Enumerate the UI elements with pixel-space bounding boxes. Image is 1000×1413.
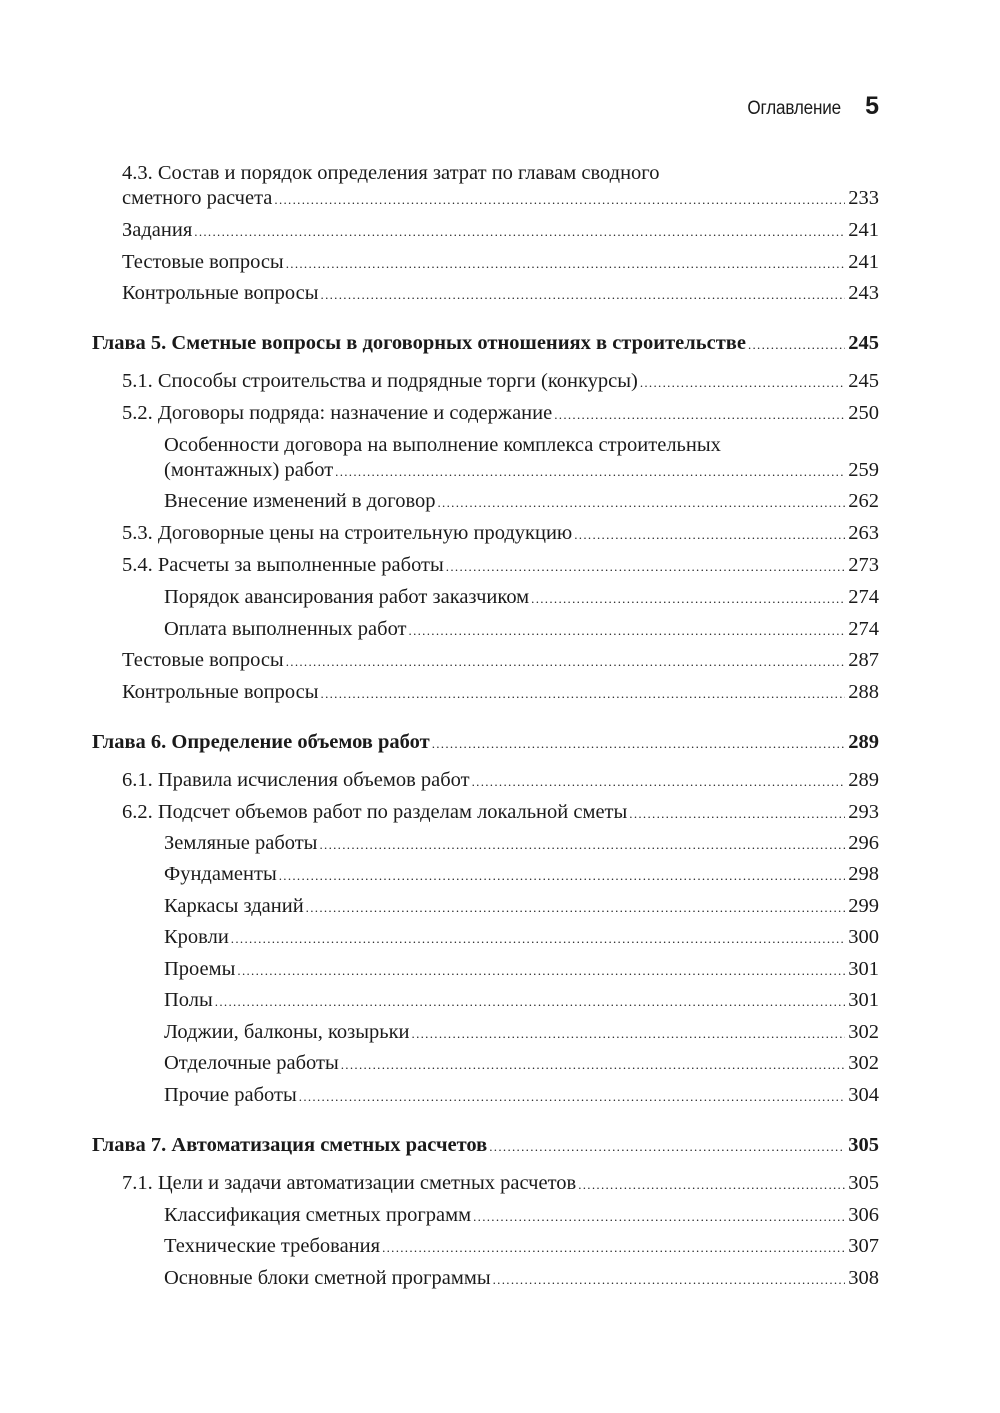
toc-entry[interactable]	[122, 800, 879, 826]
toc-entry-title: Основные блоки сметной программы	[164, 1267, 491, 1289]
dot-leader	[446, 554, 845, 579]
dot-leader	[409, 618, 846, 643]
toc-page-number: 274	[848, 618, 879, 640]
toc-entry[interactable]	[164, 862, 879, 888]
toc-entry-title: Лоджии, балконы, козырьки	[164, 1021, 410, 1043]
toc-page-number: 273	[848, 554, 879, 576]
toc-entry[interactable]	[164, 894, 879, 920]
dot-leader	[194, 219, 845, 244]
dot-leader	[274, 187, 845, 212]
dot-leader	[438, 490, 846, 515]
toc-page-number: 299	[848, 895, 879, 917]
toc-chapter[interactable]	[92, 1133, 879, 1159]
toc-page-number: 274	[848, 586, 879, 608]
dot-leader	[382, 1235, 845, 1260]
toc-page-number: 307	[848, 1235, 879, 1257]
toc-entry-title: (монтажных) работ	[164, 459, 334, 481]
toc-entry-title: 5.1. Способы строительства и подрядные торги (конкурсы)	[122, 370, 638, 392]
dot-leader	[640, 370, 845, 395]
toc-entry[interactable]	[122, 521, 879, 547]
toc-entry-title: 5.4. Расчеты за выполненные работы	[122, 554, 444, 576]
toc-entry-title: Внесение изменений в договор	[164, 490, 436, 512]
dot-leader	[472, 769, 846, 794]
toc-page-number: 298	[848, 863, 879, 885]
toc-entry-title: 5.2. Договоры подряда: назначение и содержание	[122, 402, 553, 424]
toc-entry-title: Полы	[164, 989, 213, 1011]
dot-leader	[321, 282, 846, 307]
toc-page-number: 302	[848, 1021, 879, 1043]
toc-entry[interactable]	[164, 1051, 879, 1077]
toc-page-number: 262	[848, 490, 879, 512]
toc-entry-title: Прочие работы	[164, 1084, 297, 1106]
toc-page-number: 233	[848, 187, 879, 209]
toc-page-number: 259	[848, 459, 879, 481]
toc-page-number: 301	[848, 989, 879, 1011]
toc-entry[interactable]	[122, 218, 879, 244]
toc-entry-title-line: Особенности договора на выполнение комплекса строительных	[164, 434, 721, 456]
toc-page-number: 306	[848, 1204, 879, 1226]
toc-entry-title: Каркасы зданий	[164, 895, 304, 917]
toc-entry-title: Технические требования	[164, 1235, 381, 1257]
toc-entry-title: 6.1. Правила исчисления объемов работ	[122, 769, 470, 791]
dot-leader	[574, 522, 845, 547]
page-number: 5	[865, 92, 879, 120]
toc-page-number: 250	[848, 402, 879, 424]
dot-leader	[489, 1134, 845, 1159]
dot-leader	[493, 1267, 846, 1292]
toc-entry-title: Отделочные работы	[164, 1052, 339, 1074]
dot-leader	[215, 989, 845, 1014]
toc-page-number: 241	[848, 251, 879, 273]
dot-leader	[279, 863, 846, 888]
toc-page-number: 305	[848, 1134, 879, 1156]
toc-chapter[interactable]	[92, 331, 879, 357]
dot-leader	[319, 832, 845, 857]
dot-leader	[237, 958, 845, 983]
toc-entry-title: 7.1. Цели и задачи автоматизации сметных расчетов	[122, 1172, 577, 1194]
toc-entry-title: Оплата выполненных работ	[164, 618, 407, 640]
toc-entry[interactable]	[164, 585, 879, 611]
toc-entry[interactable]	[164, 957, 879, 983]
toc-entry[interactable]	[164, 925, 879, 951]
toc-page-number: 241	[848, 219, 879, 241]
toc-entry-title: 5.3. Договорные цены на строительную продукцию	[122, 522, 573, 544]
running-head	[737, 92, 879, 121]
toc-page-number: 301	[848, 958, 879, 980]
toc-entry[interactable]	[122, 250, 879, 276]
toc-entry-title: Глава 7. Автоматизация сметных расчетов	[92, 1134, 488, 1156]
toc-entry-title: Глава 6. Определение объемов работ	[92, 731, 430, 753]
toc-page-number: 304	[848, 1084, 879, 1106]
dot-leader	[286, 649, 846, 674]
toc-chapter[interactable]	[92, 730, 879, 756]
toc-entry[interactable]	[164, 831, 879, 857]
dot-leader	[335, 459, 845, 484]
dot-leader	[531, 586, 845, 611]
toc-page-number: 263	[848, 522, 879, 544]
toc-entry-title-line: 4.3. Состав и порядок определения затрат по главам сводного	[122, 162, 660, 184]
toc-entry-title: Проемы	[164, 958, 236, 980]
dot-leader	[432, 731, 846, 756]
toc-entry[interactable]	[164, 433, 879, 484]
toc-entry-title: сметного расчета	[122, 187, 273, 209]
toc-entry-title: Глава 5. Сметные вопросы в договорных отношениях в строительстве	[92, 332, 746, 354]
toc-entry-title: Тестовые вопросы	[122, 649, 284, 671]
toc-entry-title: Земляные работы	[164, 832, 318, 854]
dot-leader	[321, 681, 846, 706]
toc-entry-title: Контрольные вопросы	[122, 282, 319, 304]
toc-entry[interactable]	[122, 401, 879, 427]
toc-entry[interactable]	[164, 489, 879, 515]
dot-leader	[748, 332, 845, 357]
toc-page-number: 296	[848, 832, 879, 854]
toc-entry[interactable]	[164, 1266, 879, 1292]
toc-page-number: 245	[848, 332, 879, 354]
dot-leader	[473, 1204, 845, 1229]
dot-leader	[578, 1172, 845, 1197]
toc-entry-title: Контрольные вопросы	[122, 681, 319, 703]
toc-entry[interactable]	[122, 648, 879, 674]
dot-leader	[629, 801, 845, 826]
toc-entry-title: Классификация сметных программ	[164, 1204, 472, 1226]
running-head-title: Оглавление	[747, 98, 842, 119]
dot-leader	[554, 402, 845, 427]
toc-page-number: 243	[848, 282, 879, 304]
toc-entry-title: Задания	[122, 219, 193, 241]
dot-leader	[341, 1052, 846, 1077]
toc-page-number: 293	[848, 801, 879, 823]
toc-entry[interactable]	[164, 1203, 879, 1229]
toc-entry[interactable]	[122, 281, 879, 307]
toc-entry[interactable]	[122, 768, 879, 794]
toc-page-number: 289	[848, 731, 879, 753]
toc-entry-title: 6.2. Подсчет объемов работ по разделам локальной сметы	[122, 801, 628, 823]
toc-page-number: 288	[848, 681, 879, 703]
dot-leader	[306, 895, 846, 920]
toc-entry[interactable]	[122, 553, 879, 579]
toc-page-number: 308	[848, 1267, 879, 1289]
toc-page-number: 302	[848, 1052, 879, 1074]
toc-entry[interactable]	[164, 1083, 879, 1109]
toc-page-number: 305	[848, 1172, 879, 1194]
toc-page-number: 289	[848, 769, 879, 791]
toc-entry[interactable]	[164, 617, 879, 643]
dot-leader	[299, 1084, 845, 1109]
dot-leader	[286, 251, 846, 276]
toc-entry[interactable]	[122, 369, 879, 395]
toc-entry[interactable]	[164, 1020, 879, 1046]
toc-page-number: 300	[848, 926, 879, 948]
dot-leader	[412, 1021, 846, 1046]
toc-page-number: 245	[848, 370, 879, 392]
toc-entry-title: Тестовые вопросы	[122, 251, 284, 273]
toc-entry-title: Порядок авансирования работ заказчиком	[164, 586, 530, 608]
toc-page-number: 287	[848, 649, 879, 671]
toc-entry[interactable]	[164, 1234, 879, 1260]
toc-entry-title: Фундаменты	[164, 863, 277, 885]
toc-entry[interactable]	[122, 161, 879, 212]
toc-entry[interactable]	[122, 680, 879, 706]
toc-entry[interactable]	[164, 988, 879, 1014]
dot-leader	[231, 926, 845, 951]
toc-entry[interactable]	[122, 1171, 879, 1197]
toc-entry-title: Кровли	[164, 926, 229, 948]
